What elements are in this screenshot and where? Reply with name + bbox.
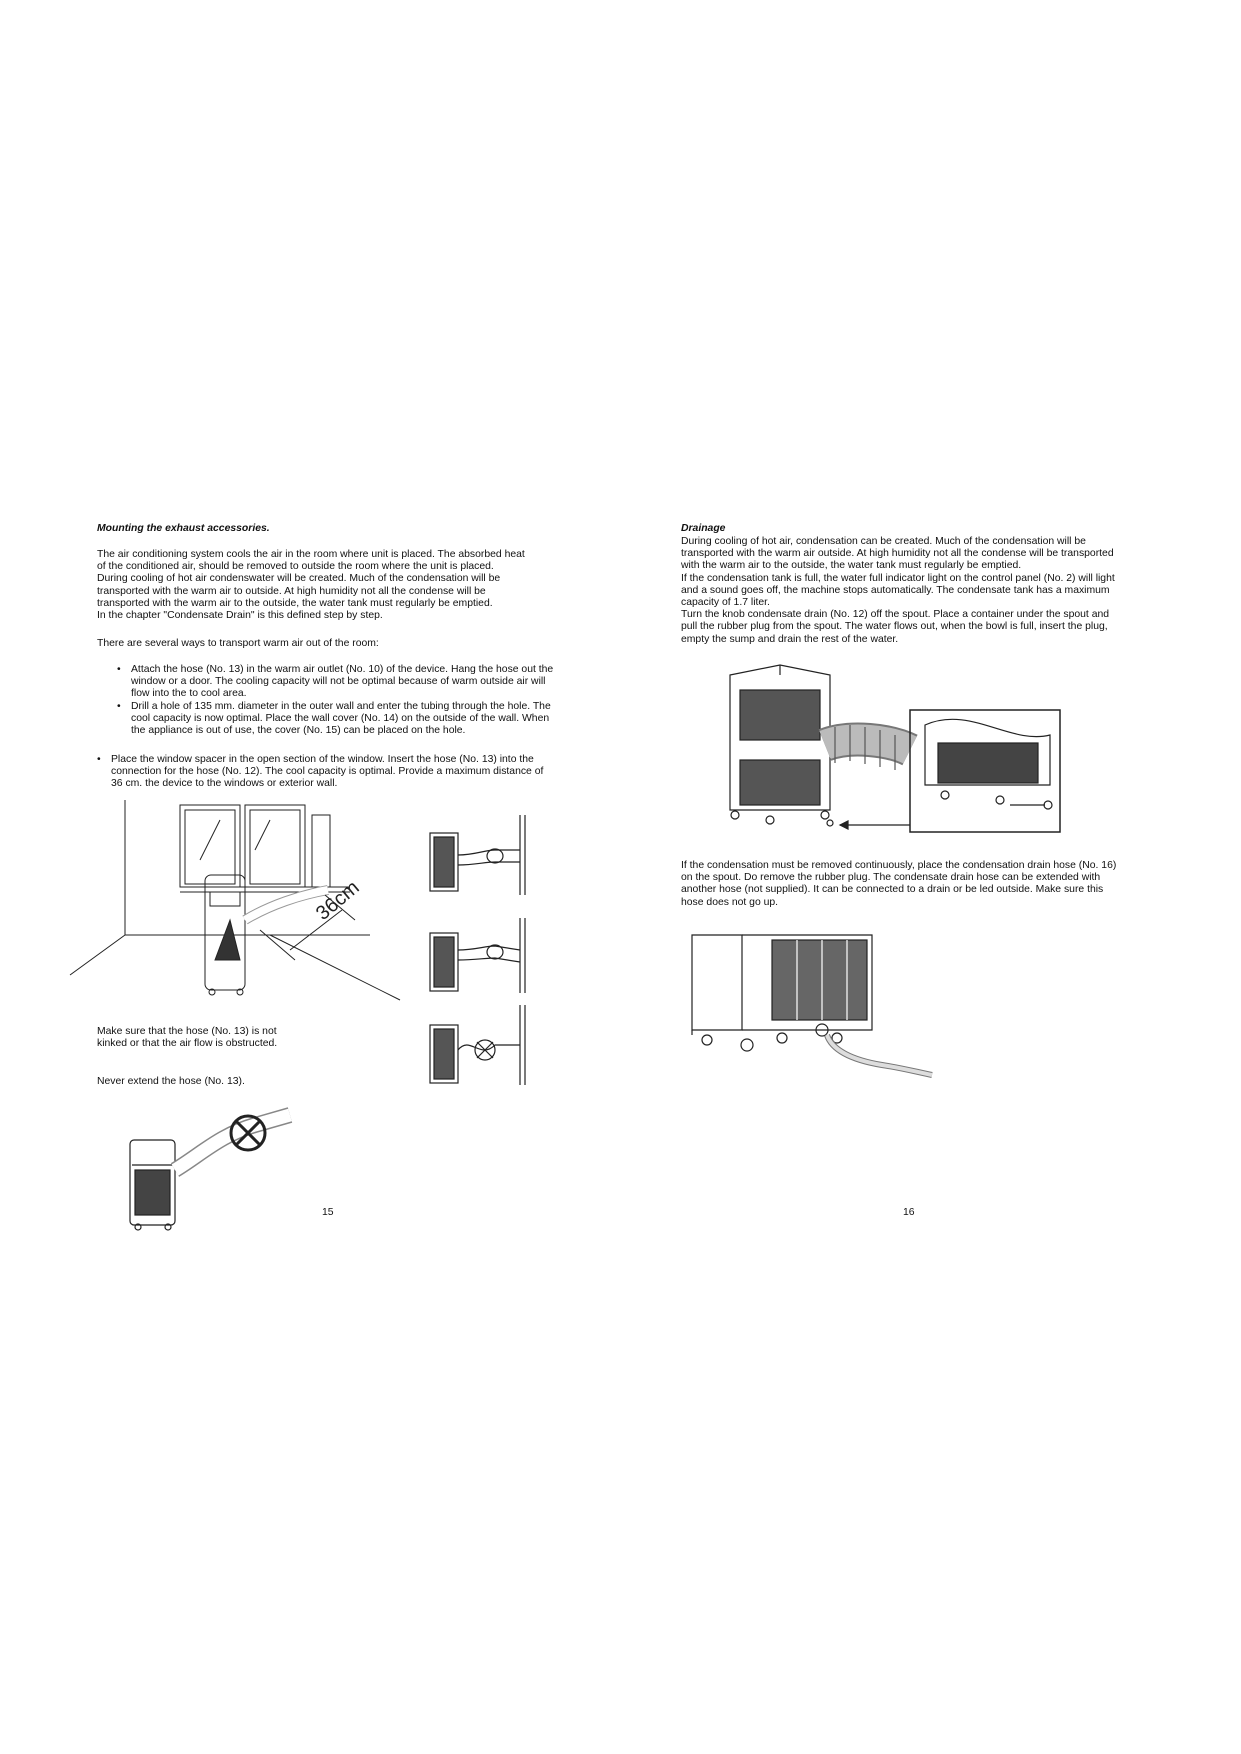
kinked-hose-figure: [425, 1005, 535, 1090]
bullet-item: [117, 664, 557, 701]
drainage-paragraph-2: [681, 860, 1181, 909]
distance-label: 36cm: [312, 876, 364, 925]
bullet-item: [117, 701, 557, 738]
drainage-line: During cooling of hot air, condensation can be created. Much of the condensation will be: [681, 536, 1086, 547]
kink-note: [97, 1026, 337, 1050]
drainage-line: If the condensation tank is full, the water full indicator light on the control panel (No. 2) will light: [681, 572, 1115, 584]
continuous-drain-figure: [682, 930, 942, 1090]
drainage-line: capacity of 1.7 liter.: [681, 597, 770, 609]
drainage-line: another hose (not supplied). It can be connected to a drain or be led outside. Make sure this: [681, 884, 1104, 896]
intro-line: transported with the warm air to outside. At high humidity not all the condense will be: [97, 585, 486, 597]
ways-intro: There are several ways to transport warm air out of the room:: [97, 638, 379, 649]
drainage-line: pull the rubber plug from the spout. The water flows out, when the bowl is full, insert the plug,: [681, 621, 1108, 633]
intro-line: transported with the warm air to the outside, the water tank must regularly be emptied.: [97, 597, 493, 609]
right-page: [620, 0, 1241, 1754]
drainage-line: Turn the knob condensate drain (No. 12) off the spout. Place a container under the spout and: [681, 609, 1110, 621]
intro-line: The air conditioning system cools the air in the room where unit is placed. The absorbed heat: [97, 549, 525, 560]
wall-hose-figure-2: [425, 918, 535, 998]
drainage-plug-figure: [710, 665, 1090, 840]
drainage-line: empty the sump and drain the rest of the water.: [681, 633, 899, 645]
bullet-text: Attach the hose (No. 13) in the warm air outlet (No. 10) of the device. Hang the hose out the window or a door. The cooling capacity will not be optimal because of warm outside air will flow into the to cool area.: [131, 664, 554, 700]
drainage-line: on the spout. Do remove the rubber plug. The condensate drain hose can be extended with: [681, 872, 1101, 884]
bullet-text: Drill a hole of 135 mm. diameter in the outer wall and enter the tubing through the hole. The cool capacity is now optimal. Place the wall cover (No. 14) on the outside of the wall. When the appliance is out of use, the cover (No. 15) can be placed on the hole.: [131, 700, 551, 737]
intro-line: During cooling of hot air condenswater will be created. Much of the condensation will be: [97, 573, 501, 585]
no-extension-figure: [120, 1105, 305, 1230]
drainage-line: hose does not go up.: [681, 896, 779, 908]
intro-line: of the conditioned air, should be removed to outside the room where the unit is placed.: [97, 561, 494, 573]
kink-note-line: Make sure that the hose (No. 13) is not: [97, 1026, 277, 1037]
kink-note-line: kinked or that the air flow is obstructed.: [97, 1038, 278, 1050]
left-page: [0, 0, 620, 1754]
page-number-right: 16: [903, 1207, 915, 1218]
bullet-list-2: [97, 754, 557, 791]
right-page-title: Drainage: [681, 523, 726, 534]
drainage-line: If the condensation must be removed continuously, place the condensation drain hose (No. 16): [681, 860, 1117, 871]
bullet-text: Place the window spacer in the open section of the window. Insert the hose (No. 13) into the connection for the hose (No. 12). The cool capacity is optimal. Provide a maximum distance of 36 cm. the device to the windows or exterior wall.: [111, 754, 544, 790]
bullet-list-1: [117, 664, 557, 737]
drainage-paragraph-1: [681, 536, 1181, 646]
intro-paragraph: [97, 549, 567, 622]
bullet-item: [97, 754, 557, 791]
intro-line: In the chapter "Condensate Drain" is this defined step by step.: [97, 610, 383, 622]
wall-hose-figure-1: [425, 815, 535, 905]
extend-note: Never extend the hose (No. 13).: [97, 1076, 245, 1087]
page-number-left: 15: [322, 1207, 334, 1218]
left-page-title: Mounting the exhaust accessories.: [97, 523, 270, 534]
drainage-line: with the warm air to the outside, the water tank must regularly be emptied.: [681, 560, 1022, 572]
drainage-line: and a sound goes off, the machine stops automatically. The condensate tank has a maximum: [681, 584, 1110, 596]
drainage-line: transported with the warm air outside. At high humidity not all the condense will be transported: [681, 548, 1114, 560]
